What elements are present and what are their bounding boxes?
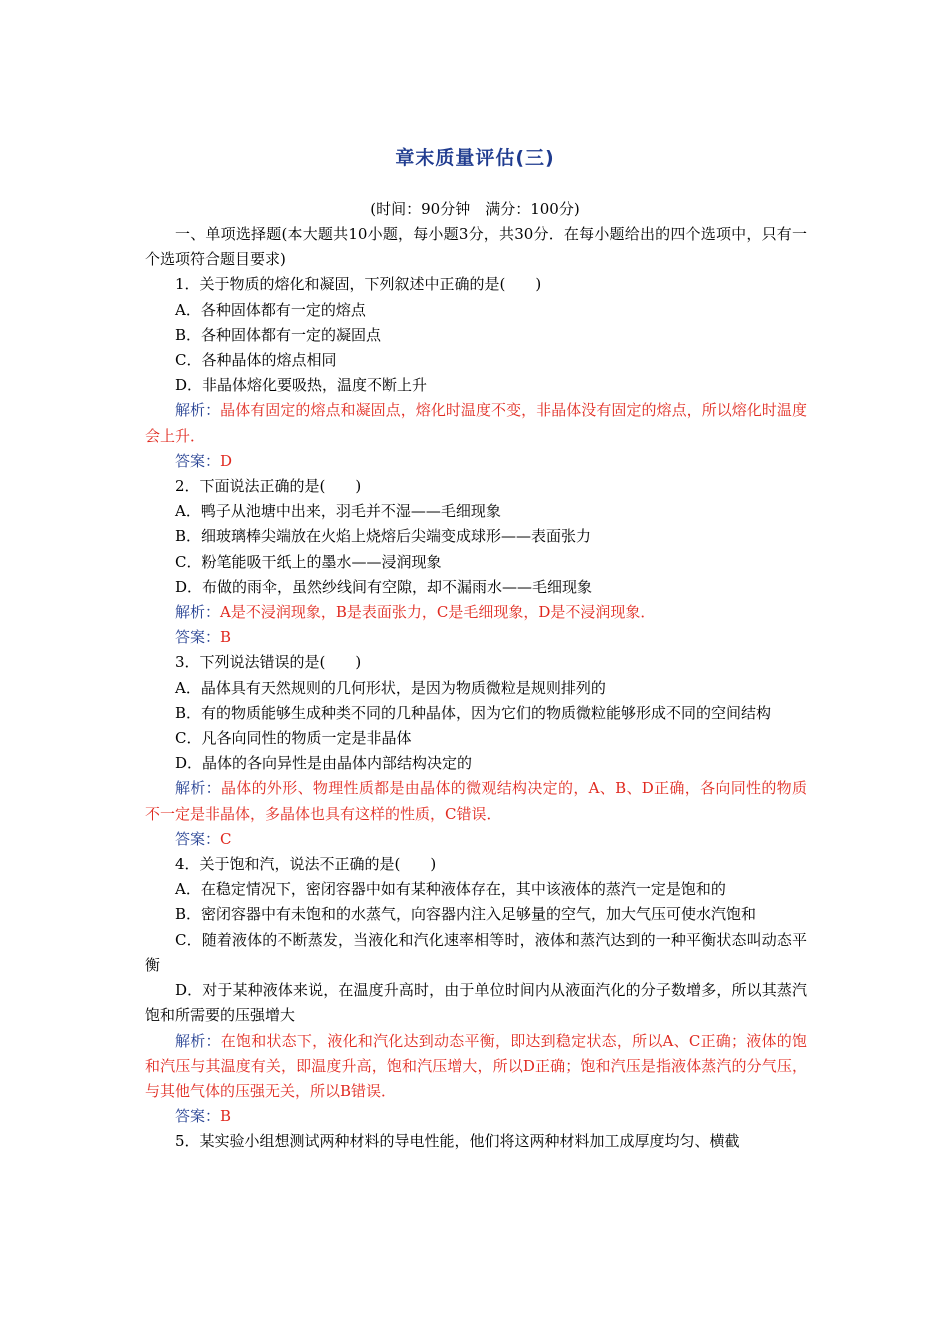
paragraph: 3．下列说法错误的是( ): [175, 653, 362, 672]
analysis-label: 解析：: [175, 779, 221, 798]
answer-label: 答案：: [175, 628, 221, 647]
paragraph: D．布做的雨伞，虽然纱线间有空隙，却不漏雨水——毛细现象: [175, 577, 593, 596]
paragraph: 5．某实验小组想测试两种材料的导电性能，他们将这两种材料加工成厚度均匀、横截: [175, 1132, 740, 1151]
answer-value: B: [220, 628, 232, 647]
answer-label: 答案：: [175, 451, 221, 470]
paragraph: 2．下面说法正确的是( ): [175, 477, 362, 496]
analysis-paragraph: [145, 1029, 807, 1105]
analysis-paragraph: [145, 776, 807, 826]
answer-label: 答案：: [175, 829, 221, 848]
analysis-label: 解析：: [175, 401, 221, 420]
paragraph: A．各种固体都有一定的熔点: [175, 300, 366, 319]
paragraph: C．凡各向同性的物质一定是非晶体: [175, 729, 412, 748]
paragraph: B．密闭容器中有未饱和的水蒸气，向容器内注入足够量的空气，加大气压可使水汽饱和: [175, 905, 757, 924]
paragraph: B．有的物质能够生成种类不同的几种晶体，因为它们的物质微粒能够形成不同的空间结构: [175, 703, 772, 722]
answer-label: 答案：: [175, 1107, 221, 1126]
document-body: [145, 222, 807, 1155]
analysis-label: 解析：: [175, 1031, 221, 1050]
paragraph: 4．关于饱和汽，说法不正确的是( ): [175, 855, 437, 874]
answer-paragraph: [145, 625, 807, 650]
page-title: 章末质量评估(三): [395, 147, 555, 169]
paragraph: 一、单项选择题(本大题共10小题，每小题3分，共30分．在每小题给出的四个选项中，只有一个选项符合题目要求): [145, 225, 807, 269]
answer-paragraph: [145, 449, 807, 474]
paragraph: C．粉笔能吸干纸上的墨水——浸润现象: [175, 552, 442, 571]
answer-paragraph: [145, 1104, 807, 1129]
analysis-text: 在饱和状态下，液化和汽化达到动态平衡，即达到稳定状态，所以A、C正确；液体的饱和汽压与其温度有关，即温度升高，饱和汽压增大，所以D正确；饱和汽压是指液体蒸汽的分气压，与其他气体的压强无关，所以B错误．: [145, 1031, 807, 1100]
analysis-paragraph: [145, 398, 807, 448]
paragraph: D．晶体的各向异性是由晶体内部结构决定的: [175, 754, 473, 773]
exam-meta: (时间：90分钟 满分：100分): [370, 200, 580, 218]
paragraph: D．非晶体熔化要吸热，温度不断上升: [175, 376, 428, 395]
analysis-label: 解析：: [175, 603, 221, 622]
paragraph: A．晶体具有天然规则的几何形状，是因为物质微粒是规则排列的: [175, 678, 606, 697]
paragraph: D．对于某种液体来说，在温度升高时，由于单位时间内从液面汽化的分子数增多，所以其蒸汽饱和所需要的压强增大: [145, 981, 807, 1025]
answer-value: D: [220, 451, 233, 470]
analysis-text: 晶体的外形、物理性质都是由晶体的微观结构决定的，A、B、D正确，各向同性的物质不一定是非晶体，多晶体也具有这样的性质，C错误．: [145, 779, 807, 823]
answer-paragraph: [145, 827, 807, 852]
analysis-text: A是不浸润现象，B是表面张力，C是毛细现象，D是不浸润现象．: [220, 603, 656, 622]
paragraph: A．鸭子从池塘中出来，羽毛并不湿——毛细现象: [175, 502, 501, 521]
analysis-paragraph: [145, 600, 807, 625]
answer-value: B: [220, 1107, 232, 1126]
paragraph: C．各种晶体的熔点相同: [175, 351, 337, 370]
paragraph: B．各种固体都有一定的凝固点: [175, 325, 382, 344]
paragraph: B．细玻璃棒尖端放在火焰上烧熔后尖端变成球形——表面张力: [175, 527, 592, 546]
paragraph: C．随着液体的不断蒸发，当液化和汽化速率相等时，液体和蒸汽达到的一种平衡状态叫动态平衡: [145, 930, 807, 974]
paragraph: 1．关于物质的熔化和凝固，下列叙述中正确的是( ): [175, 275, 542, 294]
paragraph: A．在稳定情况下，密闭容器中如有某种液体存在，其中该液体的蒸汽一定是饱和的: [175, 880, 726, 899]
answer-value: C: [220, 829, 232, 848]
analysis-text: 晶体有固定的熔点和凝固点，熔化时温度不变，非晶体没有固定的熔点，所以熔化时温度会上升．: [145, 401, 807, 445]
